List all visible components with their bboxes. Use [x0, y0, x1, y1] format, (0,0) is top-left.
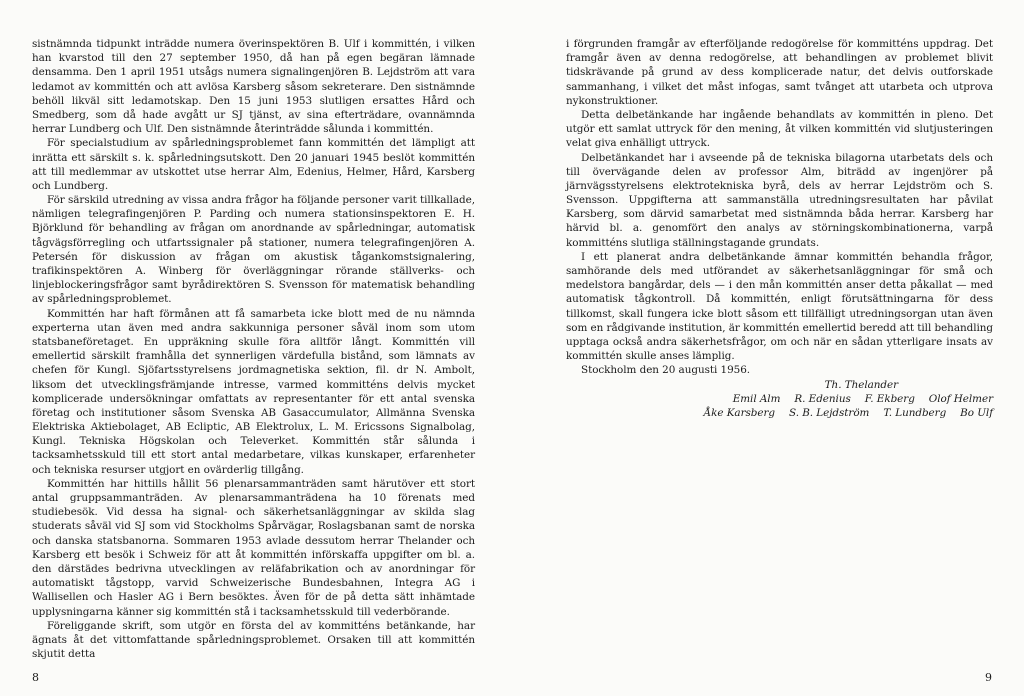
signature-name: Åke Karsberg: [703, 406, 775, 419]
left-page-number: 8: [32, 671, 39, 684]
signature-chair: Th. Thelander: [824, 378, 898, 391]
signature-name: Bo Ulf: [960, 406, 993, 419]
signature-row-2: [566, 406, 993, 420]
place-and-date: Stockholm den 20 augusti 1956.: [581, 364, 751, 377]
signature-name: T. Lundberg: [883, 406, 947, 419]
right-page: [512, 0, 1024, 696]
signature-name: S. B. Lejdström: [789, 406, 870, 419]
signature-name: Olof Helmer: [928, 392, 993, 405]
left-paragraph-5: Kommittén har hittills hållit 56 plenarsammanträden samt härutöver ett stort antal gruppsammanträden. Av plenarsammanträdena ha 10 förenats med studiebesök. Vid dessa ha signal- och säkerhetsanläggningar av skilda slag studerats såväl vid SJ som vid Stockholms Spårvägar, Roslagsbanan samt de norska och danska statsbanorna. Sommaren 1953 avlade dessutom herrar Thelander och Karsberg ett besök i Schweiz för att åt kommittén införskaffa uppgifter om bl. a. den därstädes bedrivna utvecklingen av reläfabrikation och av anordningar för automatiskt tågstopp, varvid Schweizerische Bundesbahnen, Integra AG i Wallisellen och Hasler AG i Bern besöktes. Även för de på detta sätt inhämtade upplysningarna känner sig kommittén stå i tacksamhetsskuld till vederbörande.: [32, 477, 475, 618]
left-paragraph-1: sistnämnda tidpunkt inträdde numera överinspektören B. Ulf i kommittén, i vilken han kvarstod till den 27 september 1950, då han på egen begäran lämnade densamma. Den 1 april 1951 utsågs numera signalingenjören B. Lejdström att vara ledamot av kommittén och att avlösa Karsberg såsom sekreterare. Den sistnämnde behöll likväl sitt ledamotskap. Den 15 juni 1953 slutligen ersattes Hård och Smedberg, som då hade avgått ur SJ tjänst, av sina efterträdare, ovannämnda herrar Lundberg och Ulf. Den sistnämnde återinträdde sålunda i kommittén.: [32, 38, 475, 136]
signature-name: R. Edenius: [794, 392, 851, 405]
right-text-column: [566, 37, 993, 420]
right-paragraph-2: Detta delbetänkande har ingående behandlats av kommittén in pleno. Det utgör ett samlat uttryck för den mening, åt vilken kommittén vid slutjusteringen velat giva enhälligt uttryck.: [566, 108, 993, 150]
left-paragraph-3: För särskild utredning av vissa andra frågor ha följande personer varit tillkallade, nämligen telegrafingenjören P. Parding och numera stationsinspektoren E. H. Björklund för behandling av frågan om anordnande av spårledningar, automatisk tågvägsförregling och utfartssignaler på stationer, numera telegrafingenjören A. Petersén för diskussion av frågan om akustisk tågankomstsignalering, trafikinspektören A. Winberg för överläggningar rörande ställverks- och linjeblockeringsfrågor samt byrådirektören S. Svensson för matematisk behandling av spårledningsproblemet.: [32, 194, 475, 306]
right-page-number: 9: [985, 671, 992, 684]
left-paragraph-2: För specialstudium av spårledningsproblemet fann kommittén det lämpligt att inrätta ett särskilt s. k. spårledningsutskott. Den 20 januari 1945 beslöt kommittén att till medlemmar av utskottet utse herrar Alm, Edenius, Helmer, Hård, Karsberg och Lundberg.: [32, 137, 475, 192]
signature-row-1: [566, 392, 993, 406]
left-paragraph-4: Kommittén har haft förmånen att få samarbeta icke blott med de nu nämnda experterna utan även med andra sakkunniga personer såväl inom som utom statsbaneföretaget. En uppräkning skulle föra alltför långt. Kommittén vill emellertid särskilt framhålla det synnerligen värdefulla bistånd, som lämnats av chefen för Kungl. Sjöfartsstyrelsens jordmagnetiska sektion, fil. dr N. Ambolt, liksom det utvecklingsfrämjande intresse, varmed kommitténs delvis mycket komplicerade undersökningar omfattats av representanter för ett antal svenska företag och institutioner såsom Svenska AB Gasaccumulator, Allmänna Svenska Elektriska Aktiebolaget, AB Ecliptic, AB Elektrolux, L. M. Ericssons Signalbolag, Kungl. Tekniska Högskolan och Televerket. Kommittén står sålunda i tacksamhetsskuld till ett stort antal medarbetare, vilkas kunskaper, erfarenheter och tekniska resurser utgjort en ovärderlig tillgång.: [32, 307, 475, 476]
left-paragraph-6: Föreliggande skrift, som utgör en första del av kommitténs betänkande, har ägnats åt det vittomfattande spårledningsproblemet. Orsaken till att kommittén skjutit detta: [32, 619, 475, 661]
right-paragraph-4: I ett planerat andra delbetänkande ämnar kommittén behandla frågor, samhörande dels med utförandet av säkerhetsanläggningar för små och medelstora bangårdar, dels — i den mån kommittén anser detta påkallat — med automatisk tågkontroll. Då kommittén, enligt förutsättningarna för dess tillkomst, skall fungera icke blott såsom ett tillfälligt utredningsorgan utan även som en rådgivande institution, är kommittén emellertid beredd att till behandling upptaga också andra säkerhetsfrågor, om och när en sådan ytterligare insats av kommittén skulle anses lämplig.: [566, 250, 994, 363]
signature-name: F. Ekberg: [864, 392, 915, 405]
right-paragraph-1: i förgrunden framgår av efterföljande redogörelse för kommitténs uppdrag. Det framgår även av denna redogörelse, att behandlingen av problemet blivit tidskrävande på grund av dess komplicerade natur, det delvis outforskade sammanhang, i vilket det måst infogas, samt tvånget att utarbeta och utprova nykonstruktioner.: [566, 38, 993, 107]
right-paragraph-3: Delbetänkandet har i avseende på de tekniska bilagorna utarbetats dels och till övervägande delen av professor Alm, biträdd av ingenjörer på järnvägsstyrelsens elektrotekniska byrå, dels av herrar Lejdström och S. Svensson. Uppgifterna att sammanställa utredningsresultaten har påvilat Karsberg, som därvid samarbetat med sistnämnda båda herrar. Karsberg har härvid bl. a. genomfört den analys av störningskombinationerna, varpå kommitténs slutliga ställningstagande grundats.: [566, 151, 993, 249]
signature-name: Emil Alm: [732, 392, 781, 405]
left-text-column: [32, 37, 475, 661]
